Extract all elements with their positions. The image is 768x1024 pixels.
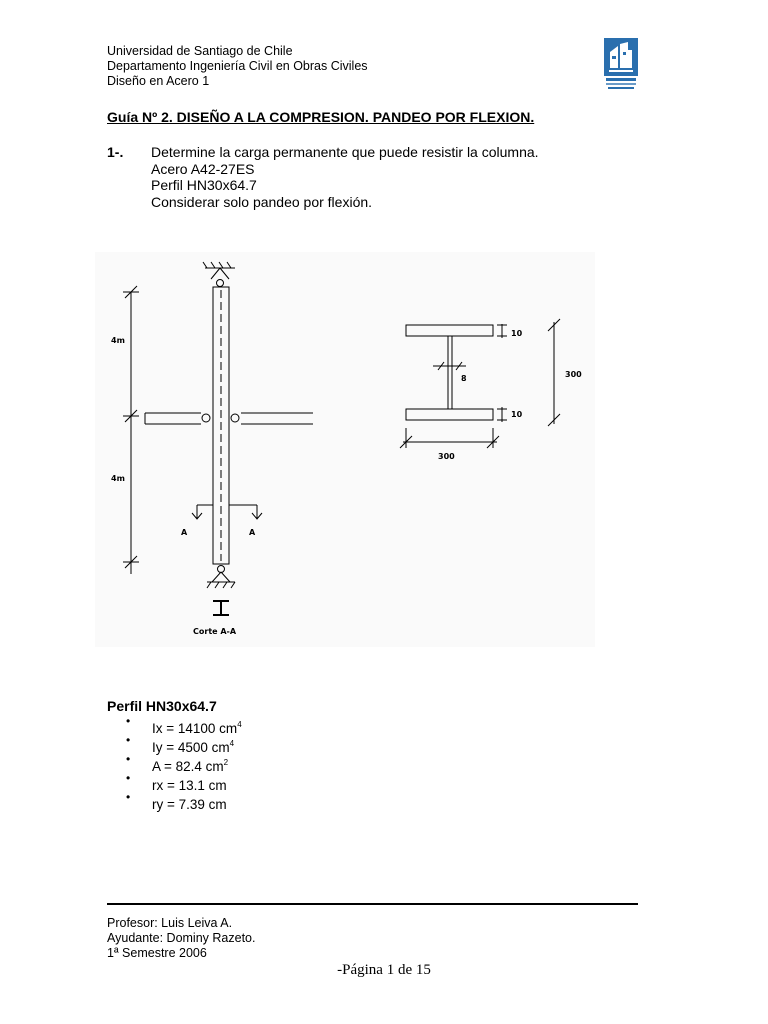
list-item: • rx = 13.1 cm (126, 771, 227, 793)
i-profile-cross-section (406, 325, 493, 420)
bullet-icon: • (126, 733, 131, 747)
top-flange-dimension (497, 324, 507, 338)
document-footer (107, 916, 255, 961)
problem-line: Considerar solo pandeo por flexión. (151, 193, 373, 210)
section-left-label: A (181, 528, 188, 537)
bottom-flange-dimension (497, 407, 507, 422)
section-caption: Corte A-A (193, 627, 237, 636)
page-title: Guía Nº 2. DISEÑO A LA COMPRESION. PANDEO POR FLEXION. (107, 109, 535, 125)
column-height-dimension (123, 286, 139, 574)
segment-bottom-label: 4m (111, 474, 125, 483)
segment-top-label: 4m (111, 336, 125, 345)
page-number: -Página 1 de 15 (337, 962, 431, 978)
university-logo-icon (604, 38, 638, 90)
lateral-brace-right (231, 413, 313, 424)
list-item: • Ix = 14100 $cm^4$ (126, 714, 242, 736)
bottom-flange-thickness-label: 10 (511, 410, 523, 419)
bullet-icon: • (126, 752, 131, 766)
top-pin-support-icon (203, 262, 235, 287)
profile-width-label: 300 (438, 452, 455, 461)
bullet-icon: • (126, 771, 131, 785)
document-header (107, 44, 368, 89)
bottom-pin-support-icon (207, 566, 235, 589)
section-cut-arrows (192, 505, 262, 519)
section-right-label: A (249, 528, 256, 537)
small-i-section-icon (213, 601, 229, 615)
properties-list (126, 715, 242, 810)
header-department: Departamento Ingeniería Civil en Obras Civiles (107, 59, 368, 73)
list-item: • A = 82.4 $cm^2$ (126, 752, 229, 774)
problem-line: Perfil HN30x64.7 (151, 177, 257, 193)
footer-assistant: Ayudante: Dominy Razeto. (107, 931, 256, 945)
web-thickness-label: 8 (461, 374, 467, 383)
bullet-icon: • (126, 790, 131, 804)
problem-statement (151, 144, 539, 210)
structural-figure (95, 252, 595, 647)
bullet-icon: • (126, 714, 131, 728)
profile-width-dimension (400, 428, 499, 448)
column (213, 287, 229, 564)
profile-height-dimension (548, 319, 560, 426)
footer-semester: 1ª Semestre 2006 (107, 946, 207, 960)
problem-line: Acero A42-27ES (151, 160, 255, 177)
header-course: Diseño en Acero 1 (107, 74, 210, 88)
footer-divider (107, 903, 638, 905)
problem-number: 1-. (107, 144, 124, 160)
lateral-brace-left (145, 413, 210, 424)
profile-height-label: 300 (565, 370, 582, 379)
list-item: • ry = 7.39 cm (126, 790, 227, 812)
problem-line: Determine la carga permanente que puede resistir la columna. (151, 144, 539, 160)
header-university: Universidad de Santiago de Chile (107, 44, 293, 58)
top-flange-thickness-label: 10 (511, 329, 523, 338)
properties-title: Perfil HN30x64.7 (107, 698, 217, 714)
footer-professor: Profesor: Luis Leiva A. (107, 916, 233, 930)
list-item: • Iy = 4500 $cm^4$ (126, 733, 235, 755)
